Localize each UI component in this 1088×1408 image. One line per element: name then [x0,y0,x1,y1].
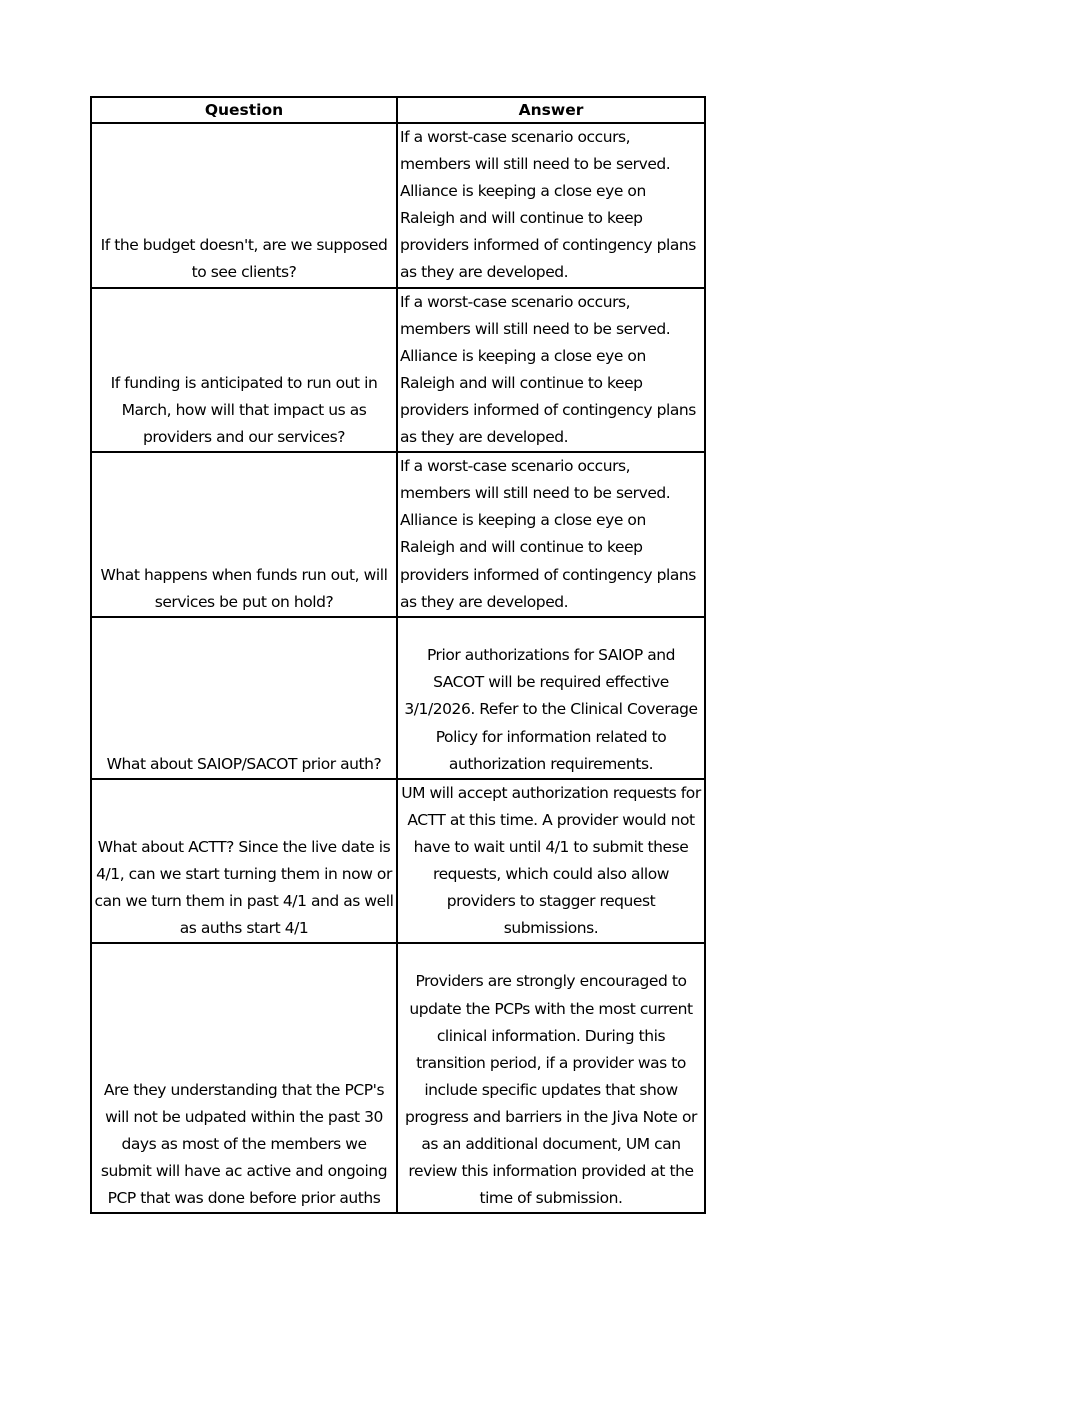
answer-cell: If a worst-case scenario occurs, members will still need to be served. Alliance is keeping a close eye on Raleigh and will continue to keep providers informed of contingency plans as they are developed. [397,452,705,617]
table-row [91,617,705,779]
question-cell: What about SAIOP/SACOT prior auth? [91,617,397,779]
table-row [91,123,705,288]
header-row [91,97,705,123]
question-header: Question [91,97,397,123]
table-row [91,288,705,453]
answer-cell: Prior authorizations for SAIOP and SACOT will be required effective 3/1/2026. Refer to the Clinical Coverage Policy for information related to authorization requirements. [397,617,705,779]
question-cell: Are they understanding that the PCP's will not be udpated within the past 30 days as most of the members we submit will have ac active and ongoing PCP that was done before prior auths [91,943,397,1213]
answer-cell: If a worst-case scenario occurs, members will still need to be served. Alliance is keeping a close eye on Raleigh and will continue to keep providers informed of contingency plans as they are developed. [397,288,705,453]
answer-cell: UM will accept authorization requests for ACTT at this time. A provider would not have to wait until 4/1 to submit these requests, which could also allow providers to stagger request submissions. [397,779,705,944]
answer-header: Answer [397,97,705,123]
question-cell: If the budget doesn't, are we supposed to see clients? [91,123,397,288]
qa-table [90,96,706,1214]
table-row [91,452,705,617]
question-cell: What about ACTT? Since the live date is 4/1, can we start turning them in now or can we turn them in past 4/1 and as well as auths start 4/1 [91,779,397,944]
table-row [91,943,705,1213]
question-cell: What happens when funds run out, will services be put on hold? [91,452,397,617]
table-row [91,779,705,944]
answer-cell: If a worst-case scenario occurs, members will still need to be served. Alliance is keeping a close eye on Raleigh and will continue to keep providers informed of contingency plans as they are developed. [397,123,705,288]
answer-cell: Providers are strongly encouraged to update the PCPs with the most current clinical information. During this transition period, if a provider was to include specific updates that show progress and barriers in the Jiva Note or as an additional document, UM can review this information provided at the time of submission. [397,943,705,1213]
question-cell: If funding is anticipated to run out in March, how will that impact us as providers and our services? [91,288,397,453]
